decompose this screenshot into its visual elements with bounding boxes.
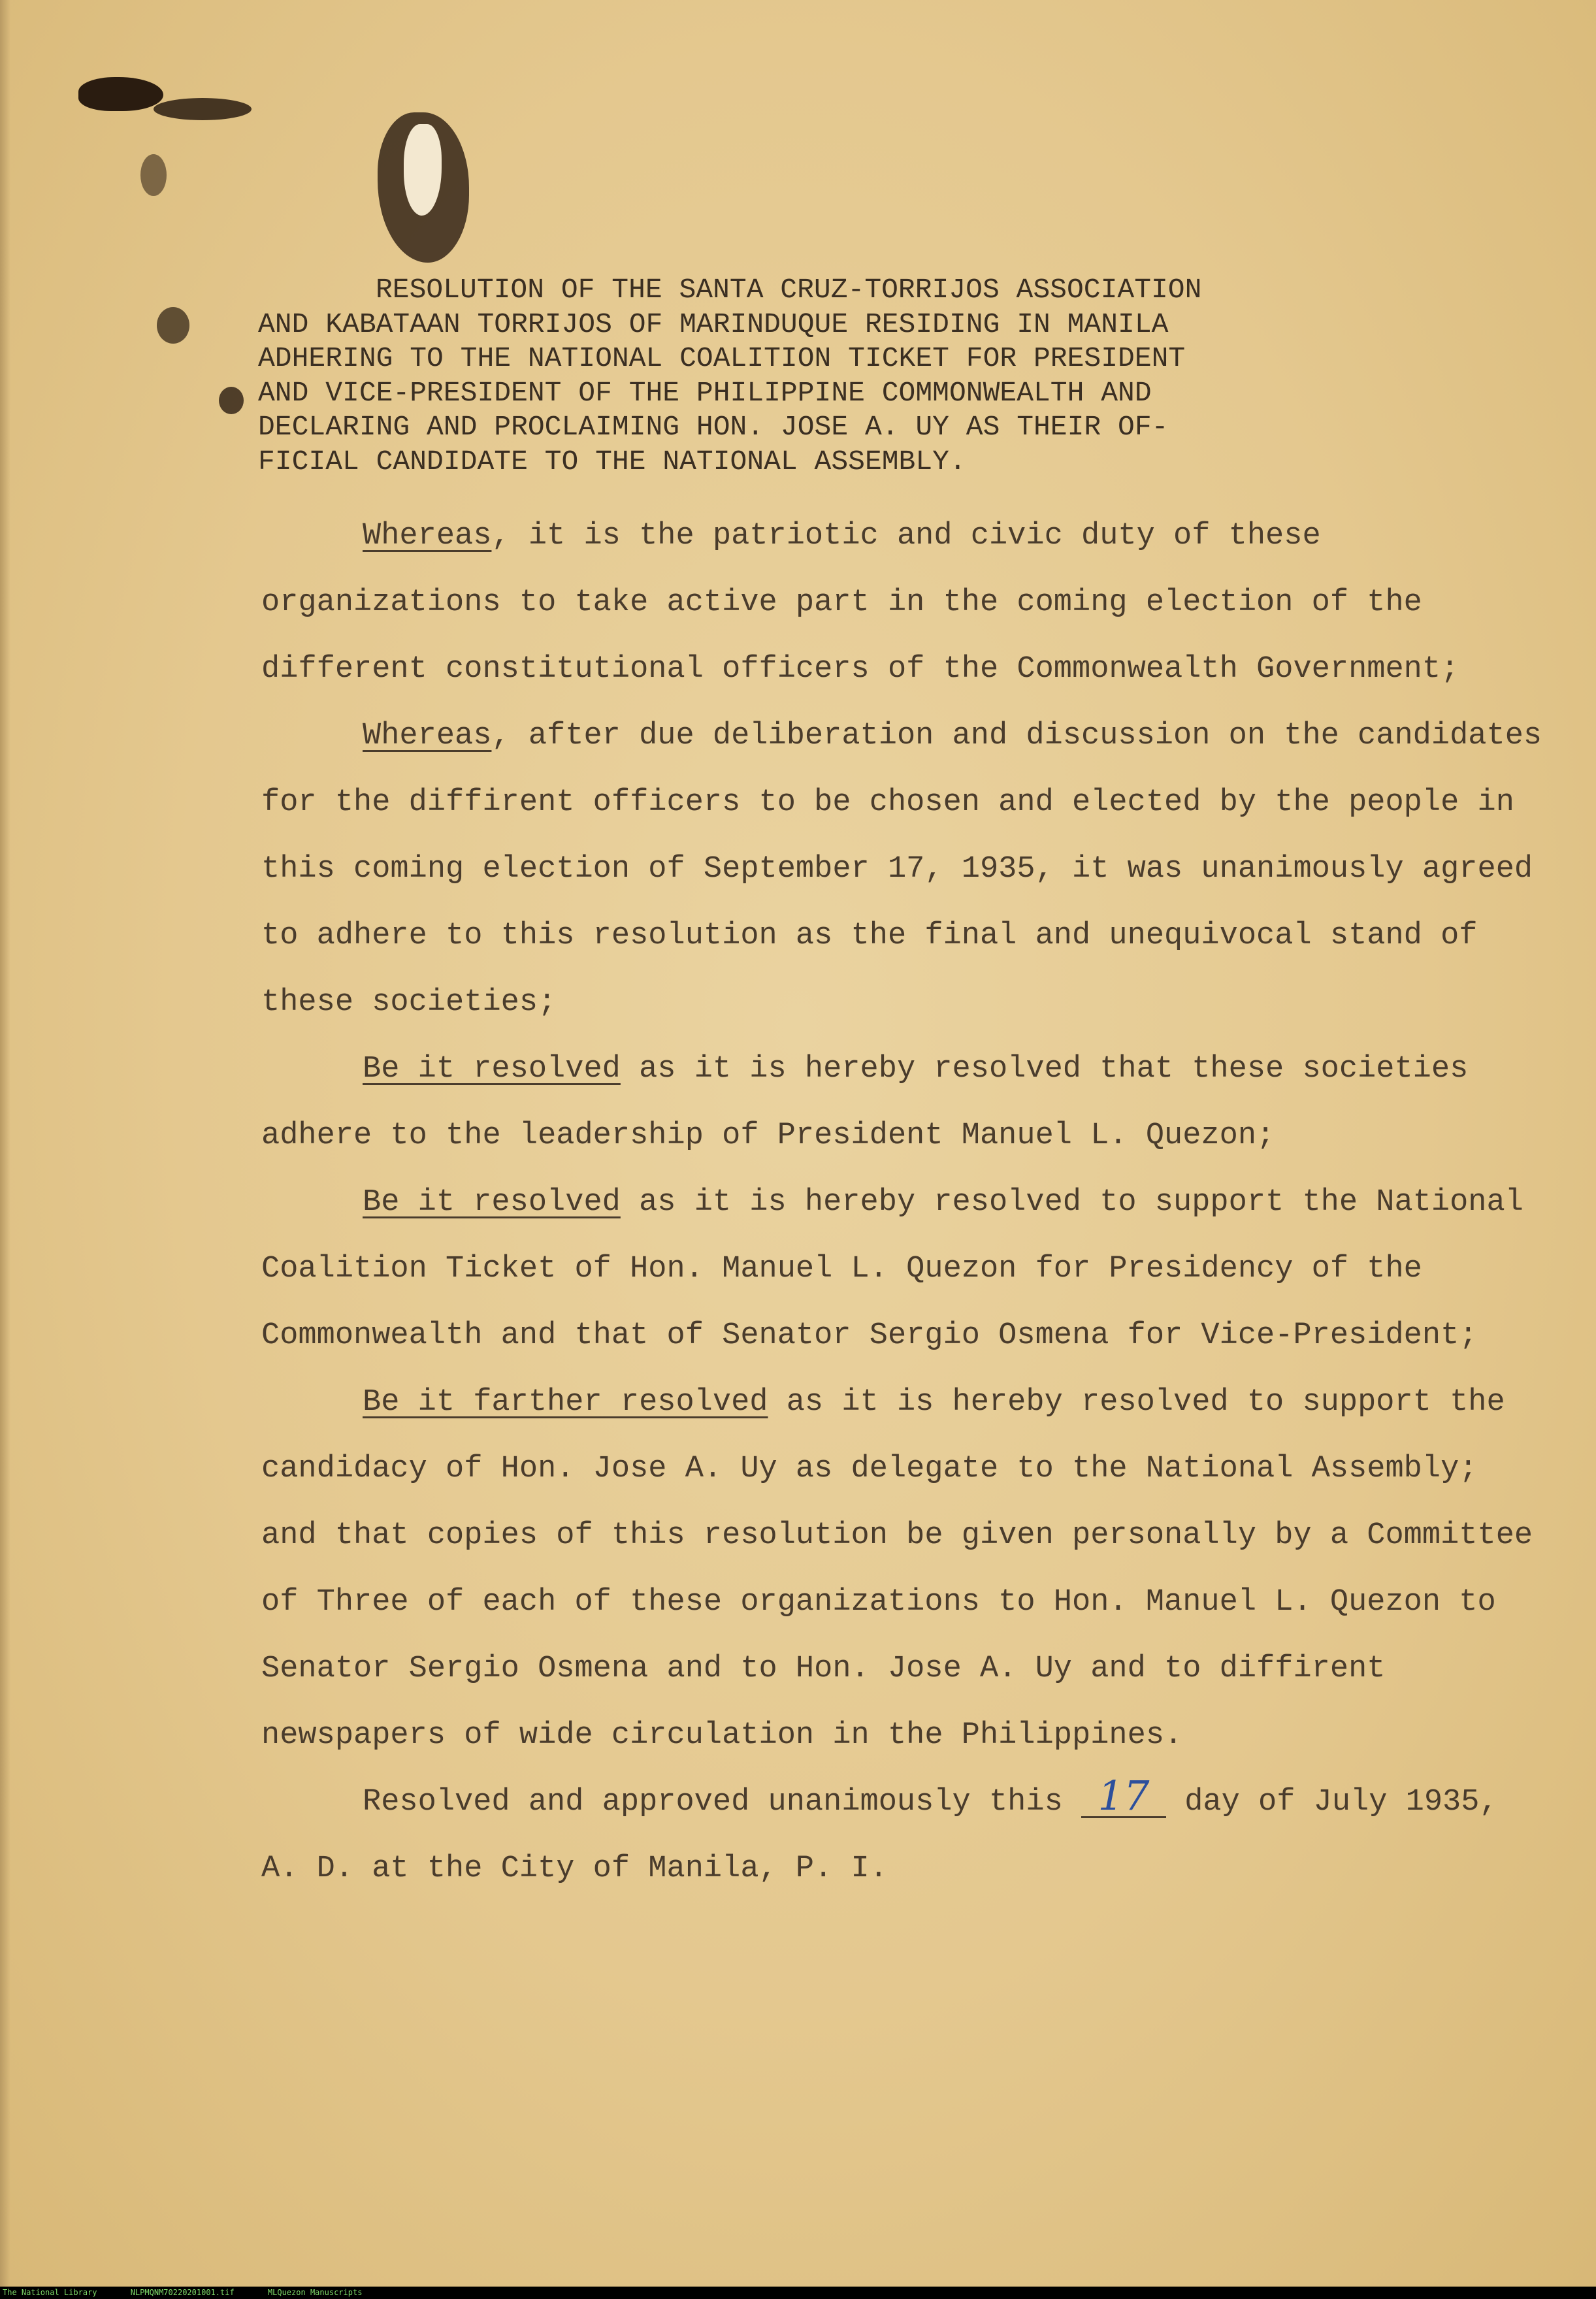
page-edge-shadow	[0, 0, 10, 2287]
resolution-paragraph	[261, 1169, 1548, 1369]
closing-text-before: Resolved and approved unanimously this	[363, 1785, 1081, 1819]
paragraph-text: as it is hereby resolved to support the National Coalition Ticket of Hon. Manuel L. Quezon for Presidency of the Commonwealth and that of Senator Sergio Osmena for Vice-President;	[261, 1185, 1523, 1353]
paragraph-lead: Whereas	[363, 519, 492, 553]
resolution-paragraph	[261, 1369, 1548, 1769]
closing-paragraph	[261, 1769, 1548, 1902]
handwritten-day: 17	[1081, 1776, 1166, 1818]
heading-line: AND KABATAAN TORRIJOS OF MARINDUQUE RESIDING IN MANILA	[258, 308, 1169, 340]
scan-footer	[0, 2287, 1596, 2299]
heading-line: FICIAL CANDIDATE TO THE NATIONAL ASSEMBLY.	[258, 445, 966, 478]
ink-dot-left-2	[219, 387, 244, 414]
paragraph-text: , it is the patriotic and civic duty of these organizations to take active part in the coming election of the different constitutional officers of the Commonwealth Government;	[261, 519, 1459, 687]
resolution-paragraph	[261, 1036, 1548, 1169]
heading-line: RESOLUTION OF THE SANTA CRUZ-TORRIJOS ASSOCIATION	[376, 274, 1202, 306]
heading-line: AND VICE-PRESIDENT OF THE PHILIPPINE COMMONWEALTH AND	[258, 376, 1152, 409]
paragraph-text: , after due deliberation and discussion on the candidates for the diffirent officers to be chosen and elected by the people in this coming election of September 17, 1935, it was unanimously agreed to adhere to this resolution as the final and unequivocal stand of these societies;	[261, 719, 1542, 1020]
ink-blot-top-left-tail	[154, 98, 252, 120]
paragraph-text: as it is hereby resolved that these societies adhere to the leadership of President Manuel L. Quezon;	[261, 1052, 1469, 1153]
paragraph-lead: Whereas	[363, 719, 492, 753]
ink-blot-top-left	[78, 77, 163, 111]
paragraph-lead: Be it resolved	[363, 1185, 621, 1220]
footer-collection: MLQuezon Manuscripts	[267, 2288, 363, 2297]
footer-library: The National Library	[3, 2288, 97, 2297]
paragraph-text: as it is hereby resolved to support the candidacy of Hon. Jose A. Uy as delegate to the National Assembly; and that copies of this resolution be given personally by a Committee of Three of each of these organizations to Hon. Manuel L. Quezon to Senator Sergio Osmena and to Hon. Jose A. Uy and to diffirent newspapers of wide circulation in the Philippines.	[261, 1385, 1533, 1753]
closing-text-after: day of July 1935, A. D. at the City of Manila, P. I.	[261, 1785, 1498, 1886]
paragraph-lead: Be it farther resolved	[363, 1385, 768, 1420]
heading-line: DECLARING AND PROCLAIMING HON. JOSE A. UY AS THEIR OF-	[258, 411, 1169, 443]
resolution-body	[261, 503, 1548, 1902]
footer-file: NLPMQNM70220201001.tif	[130, 2288, 235, 2297]
resolution-heading	[258, 273, 1421, 479]
paragraph-lead: Be it resolved	[363, 1052, 621, 1086]
resolution-paragraph	[261, 503, 1548, 703]
heading-line: ADHERING TO THE NATIONAL COALITION TICKET FOR PRESIDENT	[258, 342, 1186, 374]
ink-smudge-left	[140, 154, 167, 196]
ink-dot-left-1	[157, 307, 189, 344]
resolution-paragraph	[261, 703, 1548, 1036]
